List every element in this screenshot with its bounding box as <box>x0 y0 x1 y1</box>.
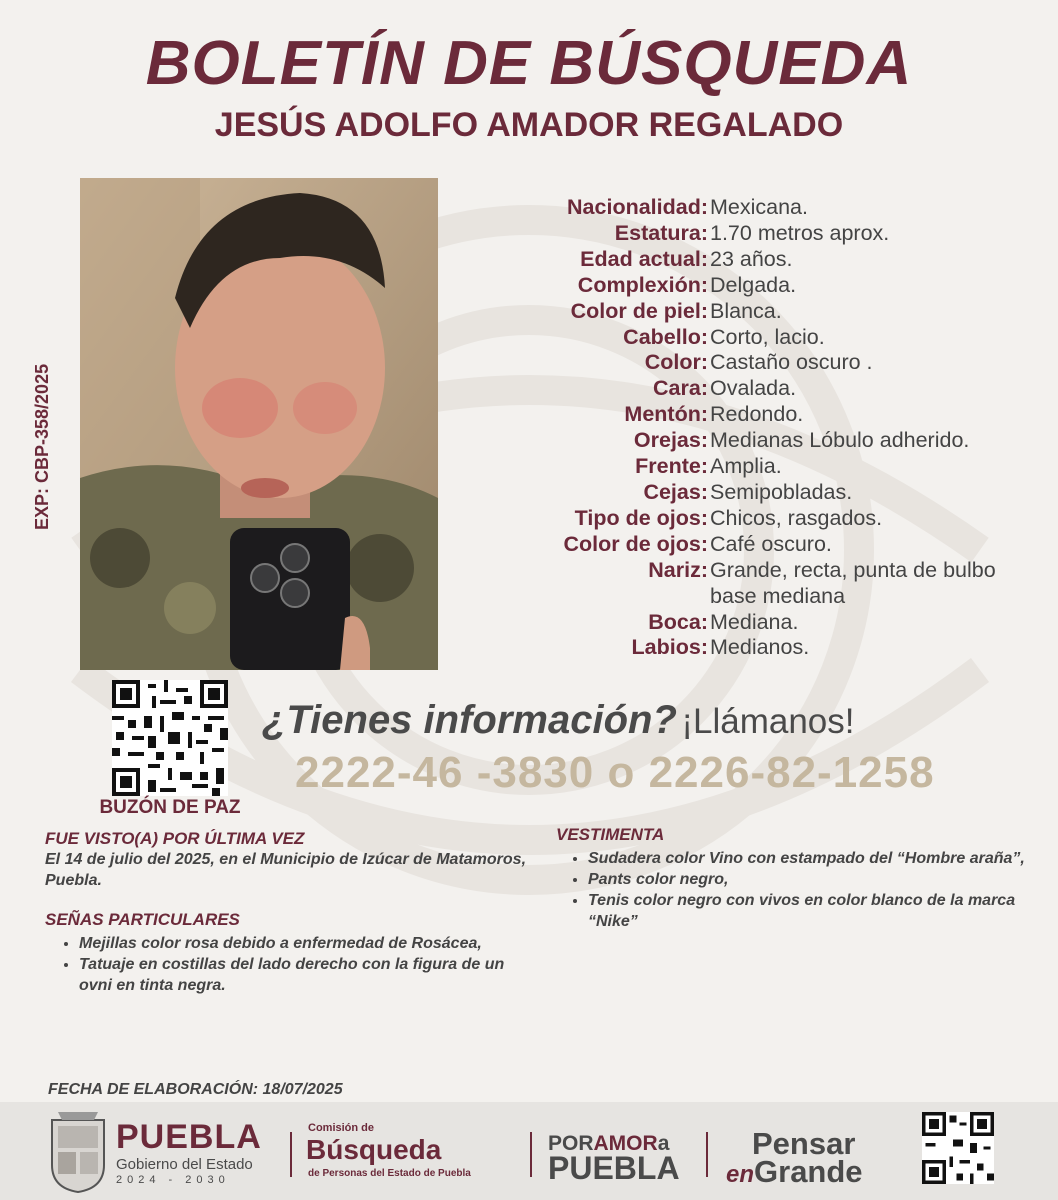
attribute-value: Amplia. <box>710 454 782 479</box>
attribute-label: Color de ojos: <box>563 531 708 556</box>
senas-title: SEÑAS PARTICULARES <box>45 910 240 929</box>
buzon-label: BUZÓN DE PAZ <box>99 797 241 818</box>
attribute-label: Orejas: <box>633 428 708 453</box>
attribute-label: Cejas: <box>643 479 708 504</box>
attribute-value: Redondo. <box>710 402 804 427</box>
divider <box>530 1132 532 1177</box>
call-text: ¡Llámanos! <box>681 702 855 741</box>
attribute-label: Color de piel: <box>570 298 708 323</box>
divider <box>706 1132 708 1177</box>
attribute-row <box>470 299 1058 325</box>
attribute-row <box>470 635 1058 661</box>
attribute-row <box>470 221 1058 247</box>
attribute-label: Cabello: <box>623 324 708 349</box>
pensar-text: Pensar <box>752 1126 856 1161</box>
attribute-row <box>470 376 1058 402</box>
por-text: POR <box>548 1132 594 1155</box>
puebla-logo-text: PUEBLA <box>116 1118 262 1156</box>
attribute-value: Blanca. <box>710 298 782 323</box>
por-amor-puebla-text: PUEBLA <box>548 1150 680 1186</box>
list-item: • Mejillas color rosa debido a enfermedad de Rosácea, <box>79 933 535 954</box>
attribute-value: Ovalada. <box>710 376 797 401</box>
list-item: • Tenis color negro con vivos en color blanco de la marca “Nike” <box>588 890 1046 932</box>
attribute-value: 23 años. <box>710 246 793 271</box>
attribute-label: Color: <box>644 350 708 375</box>
attribute-label: Labios: <box>631 635 708 660</box>
a-text: a <box>657 1132 670 1155</box>
list-item: • Pants color negro, <box>588 869 1046 890</box>
attribute-label: Mentón: <box>624 402 708 427</box>
attribute-label: Cara: <box>653 376 708 401</box>
attribute-value: Chicos, rasgados. <box>710 505 883 530</box>
list-item: • Sudadera color Vino con estampado del “Hombre araña”, <box>588 848 1046 869</box>
senas-list <box>45 933 535 996</box>
gobierno-text: Gobierno del Estado <box>116 1156 253 1173</box>
attribute-row <box>470 532 1058 558</box>
attribute-label: Estatura: <box>614 220 708 245</box>
busqueda-text: Búsqueda <box>306 1134 442 1165</box>
attribute-row <box>470 610 1058 636</box>
attribute-row <box>470 584 1058 610</box>
attribute-label: Nariz: <box>648 557 708 582</box>
footer-logos <box>0 1102 1058 1200</box>
attribute-row <box>470 506 1058 532</box>
contact-question <box>262 698 854 743</box>
attribute-row <box>470 325 1058 351</box>
qr-code[interactable] <box>110 680 230 796</box>
attribute-value: Delgada. <box>710 272 797 297</box>
attribute-label: Edad actual: <box>580 246 708 271</box>
attribute-label: Frente: <box>635 454 708 479</box>
attribute-value: Mediana. <box>710 609 799 634</box>
attribute-value: Medianas Lóbulo adherido. <box>710 428 970 453</box>
attribute-row <box>470 195 1058 221</box>
en-text: en <box>726 1161 755 1188</box>
attribute-row <box>470 273 1058 299</box>
attribute-row <box>470 402 1058 428</box>
attribute-value: base mediana <box>710 583 846 608</box>
vestimenta-list <box>556 848 1046 932</box>
puebla-shield-icon <box>48 1110 108 1194</box>
attribute-value: Café oscuro. <box>710 531 832 556</box>
attribute-row <box>470 428 1058 454</box>
en-grande-text <box>726 1154 863 1190</box>
attribute-row <box>470 480 1058 506</box>
last-seen-title: FUE VISTO(A) POR ÚLTIMA VEZ <box>45 829 305 848</box>
missing-person-photo <box>80 178 438 670</box>
attribute-value: 1.70 metros aprox. <box>710 220 890 245</box>
vestimenta-title: VESTIMENTA <box>556 825 665 844</box>
attribute-value: Medianos. <box>710 635 810 660</box>
last-seen-text: El 14 de julio del 2025, en el Municipio de Izúcar de Matamoros, Puebla. <box>45 851 527 889</box>
expedient-number: EXP: CBP-358/2025 <box>32 363 52 530</box>
senas-section <box>45 910 535 996</box>
attribute-value: Castaño oscuro . <box>710 350 873 375</box>
attribute-value: Semipobladas. <box>710 479 853 504</box>
vestimenta-section <box>556 825 1046 932</box>
phone-numbers[interactable]: 2222-46 -3830 o 2226-82-1258 <box>295 748 935 797</box>
attribute-row <box>470 558 1058 584</box>
comision-text: Comisión de <box>308 1122 375 1134</box>
elaboration-date: FECHA DE ELABORACIÓN: 18/07/2025 <box>48 1081 343 1098</box>
person-name: JESÚS ADOLFO AMADOR REGALADO <box>214 106 844 144</box>
personas-text: de Personas del Estado de Puebla <box>308 1168 471 1179</box>
attribute-label: Tipo de ojos: <box>574 505 708 530</box>
attribute-label: Complexión: <box>577 272 708 297</box>
divider <box>290 1132 292 1177</box>
grande-text: Grande <box>754 1154 863 1189</box>
attribute-value: Corto, lacio. <box>710 324 825 349</box>
last-seen-section <box>45 829 535 891</box>
attribute-row <box>470 247 1058 273</box>
footer-qr-code[interactable] <box>922 1112 994 1184</box>
attribute-row <box>470 350 1058 376</box>
attribute-label: Nacionalidad: <box>567 195 708 219</box>
question-text: ¿Tienes información? <box>262 698 677 742</box>
list-item: • Tatuaje en costillas del lado derecho con la figura de un ovni en tinta negra. <box>79 954 535 996</box>
attribute-label: Boca: <box>648 609 708 634</box>
attribute-row <box>470 454 1058 480</box>
years-text: 2024 - 2030 <box>116 1174 230 1186</box>
attribute-value: Grande, recta, punta de bulbo <box>710 557 996 582</box>
attribute-label <box>470 584 708 610</box>
bulletin-title: BOLETÍN DE BÚSQUEDA <box>145 29 913 98</box>
physical-attributes <box>470 195 1058 661</box>
amor-text: AMOR <box>593 1132 658 1155</box>
attribute-value: Mexicana. <box>710 195 808 219</box>
